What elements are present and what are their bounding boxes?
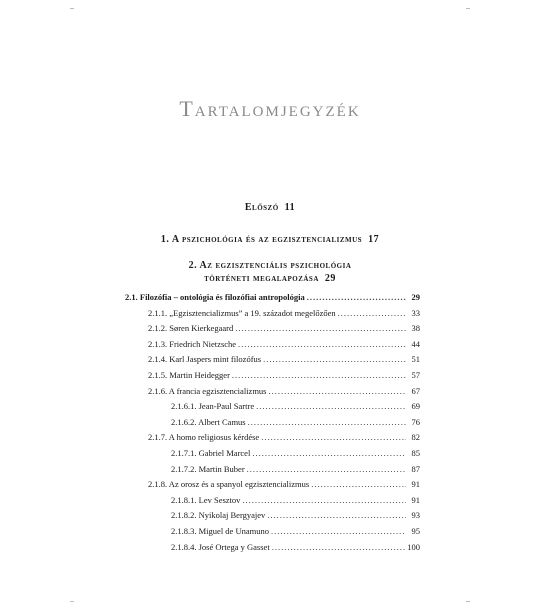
dot-leader <box>247 464 406 474</box>
toc-entry[interactable] <box>125 417 420 433</box>
entry-page: 76 <box>411 416 420 427</box>
toc-entry[interactable] <box>125 510 420 526</box>
dot-leader <box>261 432 406 442</box>
entry-label: 2.1.4. Karl Jaspers mint filozófus <box>148 354 262 365</box>
toc-entry[interactable] <box>125 308 420 324</box>
entry-label: 2.1.3. Friedrich Nietzsche <box>148 338 237 349</box>
crop-mark <box>466 8 470 9</box>
entry-page: 69 <box>411 401 420 412</box>
entry-label: 2.1. Filozófia – ontológia és filozófiai antropológia <box>125 292 305 302</box>
dot-leader <box>242 495 406 505</box>
dot-leader <box>267 510 406 520</box>
dot-leader <box>232 370 406 380</box>
crop-mark <box>466 601 470 602</box>
toc-entry[interactable] <box>125 526 420 542</box>
entry-label: 2.1.2. Søren Kierkegaard <box>148 323 234 334</box>
dot-leader <box>263 354 406 364</box>
entry-label: 2.1.6. A francia egzisztencializmus <box>148 385 267 396</box>
heading-label: Előszó <box>244 202 279 213</box>
dot-leader <box>238 339 406 349</box>
toc-entry[interactable] <box>125 370 420 386</box>
dot-leader <box>271 526 406 536</box>
entry-label: 2.1.7.1. Gabriel Marcel <box>171 447 251 458</box>
entry-page: 29 <box>411 292 420 302</box>
entry-label: 2.1.5. Martin Heidegger <box>148 369 230 380</box>
entry-label: 2.1.1. „Egzisztencializmus” a 19. századot megelőzően <box>148 307 336 318</box>
dot-leader <box>307 292 406 302</box>
entry-page: 57 <box>411 369 420 380</box>
entry-page: 95 <box>411 525 420 536</box>
dot-leader <box>272 542 406 552</box>
entry-page: 85 <box>411 447 420 458</box>
toc-entry[interactable] <box>125 323 420 339</box>
entry-label: 2.1.8. Az orosz és a spanyol egzisztencializmus <box>148 479 310 490</box>
dot-leader <box>338 308 406 318</box>
entry-label: 2.1.7. A homo religiosus kérdése <box>148 432 260 443</box>
entry-page: 51 <box>411 354 420 365</box>
entry-label: 2.1.8.1. Lev Sesztov <box>171 494 241 505</box>
page-title: Tartalomjegyzék <box>179 96 361 121</box>
entry-label: 2.1.8.3. Miguel de Unamuno <box>171 525 269 536</box>
toc-entry[interactable] <box>125 495 420 511</box>
dot-leader <box>311 479 406 489</box>
toc-entry[interactable] <box>125 542 420 558</box>
heading-page: 17 <box>368 234 380 245</box>
toc-entry[interactable] <box>125 386 420 402</box>
toc-heading-chapter-2[interactable] <box>0 260 540 284</box>
dot-leader <box>269 386 407 396</box>
entry-label: 2.1.7.2. Martin Buber <box>171 463 245 474</box>
heading-label: 2. Az egzisztenciális pszichológia <box>188 260 352 271</box>
entry-page: 91 <box>411 494 420 505</box>
dot-leader <box>248 417 406 427</box>
entry-page: 87 <box>411 463 420 474</box>
entry-page: 67 <box>411 385 420 396</box>
entry-label: 2.1.6.1. Jean-Paul Sartre <box>171 401 255 412</box>
toc-entry[interactable] <box>125 448 420 464</box>
entry-page: 100 <box>407 541 420 552</box>
toc-heading-chapter-1[interactable] <box>0 234 540 245</box>
toc-entry[interactable] <box>125 401 420 417</box>
entry-label: 2.1.8.2. Nyikolaj Bergyajev <box>171 510 266 521</box>
entry-page: 38 <box>411 323 420 334</box>
toc-entry[interactable] <box>125 292 420 308</box>
entry-page: 44 <box>411 338 420 349</box>
toc-entry[interactable] <box>125 432 420 448</box>
entry-page: 33 <box>411 307 420 318</box>
entry-label: 2.1.6.2. Albert Camus <box>171 416 246 427</box>
entry-label: 2.1.8.4. José Ortega y Gasset <box>171 541 270 552</box>
crop-mark <box>70 601 74 602</box>
toc-entry[interactable] <box>125 339 420 355</box>
crop-mark <box>70 8 74 9</box>
toc-list <box>125 292 420 557</box>
heading-label: 1. A pszichológia és az egzisztencializmus <box>160 234 363 245</box>
entry-page: 82 <box>411 432 420 443</box>
dot-leader <box>235 323 406 333</box>
heading-label-line2: történeti megalapozása <box>204 273 319 284</box>
toc-entry[interactable] <box>125 479 420 495</box>
heading-page: 29 <box>324 273 336 284</box>
dot-leader <box>252 448 406 458</box>
entry-page: 93 <box>411 510 420 521</box>
entry-page: 91 <box>411 479 420 490</box>
heading-page: 11 <box>284 202 296 213</box>
toc-entry[interactable] <box>125 464 420 480</box>
toc-heading-foreword[interactable] <box>0 202 540 213</box>
toc-entry[interactable] <box>125 354 420 370</box>
dot-leader <box>256 401 406 411</box>
